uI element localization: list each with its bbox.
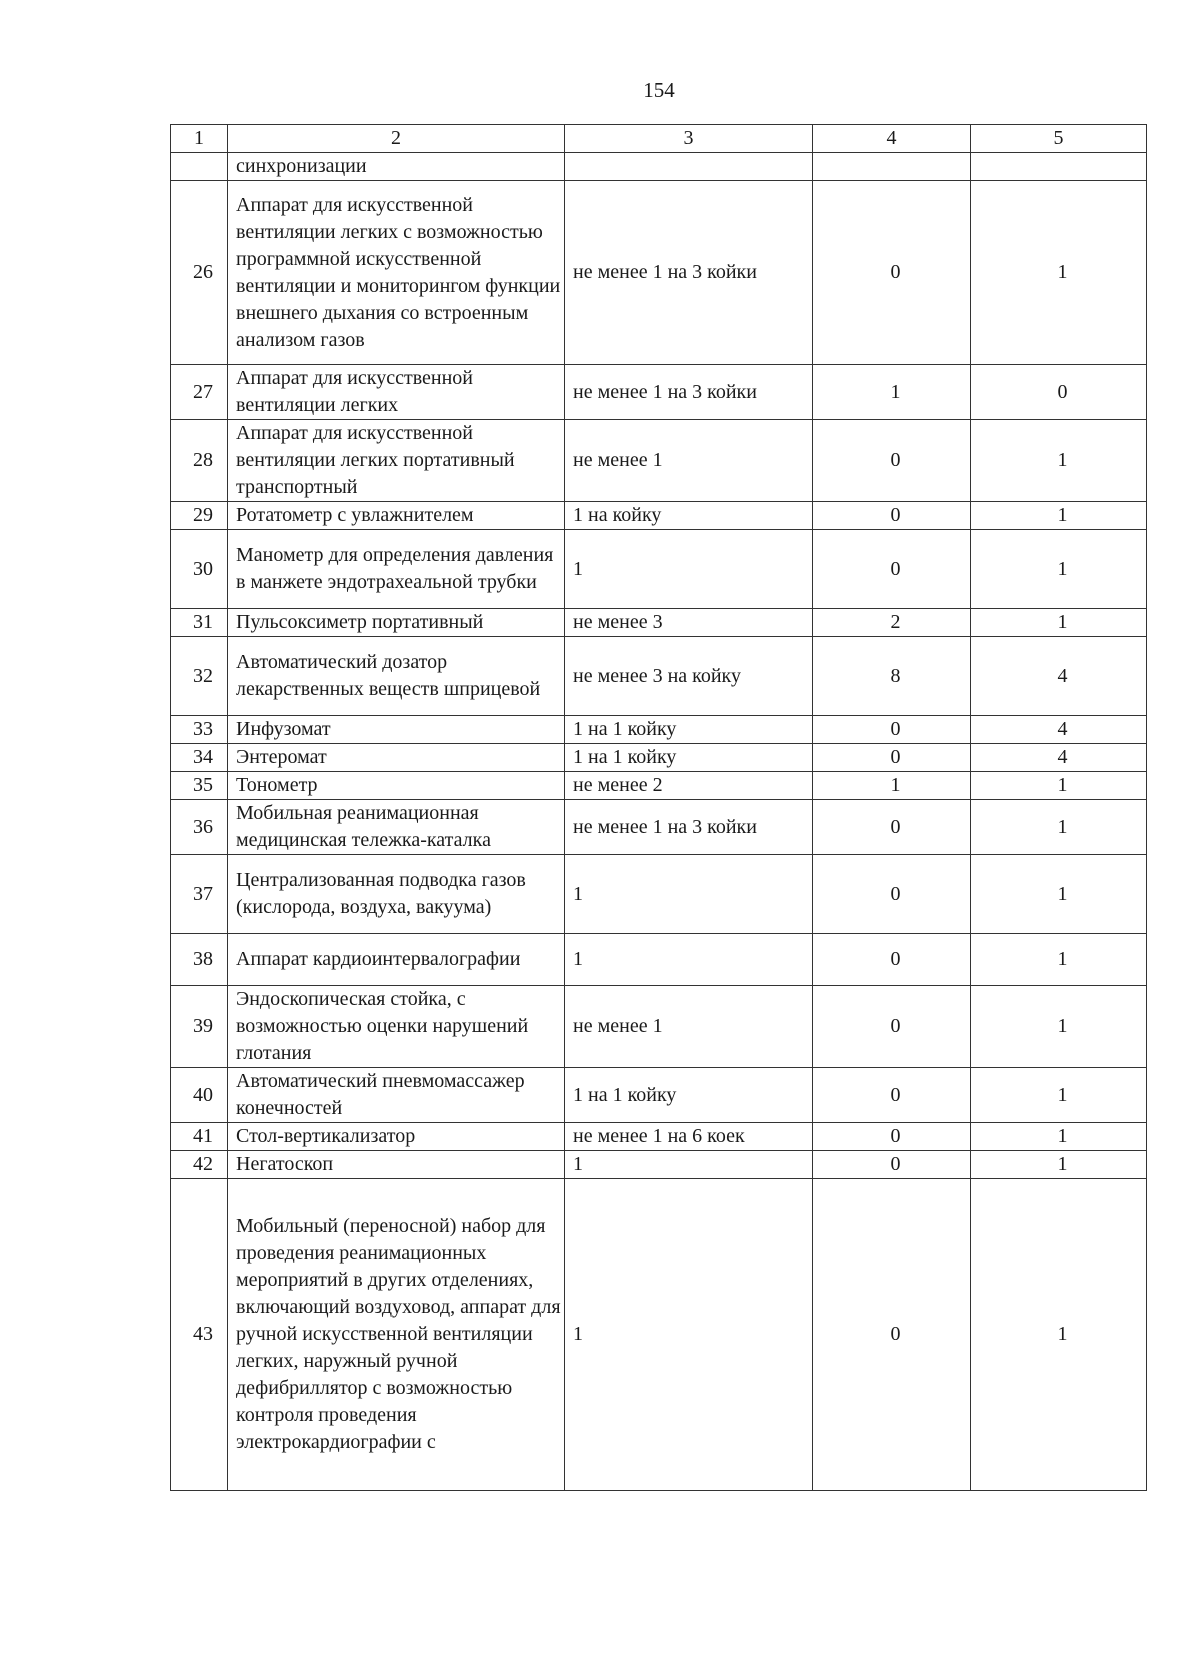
column-5-value: 4: [971, 744, 1147, 772]
column-5-value: 1: [971, 772, 1147, 800]
column-5-value: 1: [971, 1123, 1147, 1151]
table-row: [171, 716, 1147, 744]
row-number: 29: [171, 502, 228, 530]
row-number: 26: [171, 181, 228, 365]
table-row: [171, 153, 1147, 181]
column-4-value: 0: [813, 716, 971, 744]
column-5-value: 1: [971, 181, 1147, 365]
column-5-value: 4: [971, 637, 1147, 716]
row-number: 32: [171, 637, 228, 716]
table-row: [171, 502, 1147, 530]
equipment-name: Пульсоксиметр портативный: [228, 609, 565, 637]
equipment-name: Автоматический пневмомассажер конечностей: [228, 1068, 565, 1123]
quantity-requirement: 1 на 1 койку: [565, 716, 813, 744]
table-body: [171, 153, 1147, 1491]
quantity-requirement: 1: [565, 530, 813, 609]
column-4-value: 0: [813, 1068, 971, 1123]
column-5-value: 1: [971, 420, 1147, 502]
table-header-row: [171, 125, 1147, 153]
quantity-requirement: 1: [565, 934, 813, 986]
column-4-value: 0: [813, 502, 971, 530]
quantity-requirement: не менее 1 на 3 койки: [565, 181, 813, 365]
column-4-value: 0: [813, 420, 971, 502]
column-header-4: 4: [813, 125, 971, 153]
equipment-name: Тонометр: [228, 772, 565, 800]
quantity-requirement: 1: [565, 855, 813, 934]
table-row: [171, 1123, 1147, 1151]
table-row: [171, 744, 1147, 772]
quantity-requirement: 1 на 1 койку: [565, 744, 813, 772]
row-number: 37: [171, 855, 228, 934]
column-5-value: 1: [971, 986, 1147, 1068]
column-5-value: 1: [971, 934, 1147, 986]
equipment-name: Мобильный (переносной) набор для проведения реанимационных мероприятий в других отделениях, включающий воздуховод, аппарат для ручной искусственной вентиляции легких, наружный ручной дефибриллятор с возможностью контроля проведения электрокардиографии с: [228, 1179, 565, 1491]
quantity-requirement: не менее 1: [565, 986, 813, 1068]
row-number: 40: [171, 1068, 228, 1123]
equipment-name: Мобильная реанимационная медицинская тележка-каталка: [228, 800, 565, 855]
column-4-value: 0: [813, 1123, 971, 1151]
column-4-value: 0: [813, 181, 971, 365]
row-number: 43: [171, 1179, 228, 1491]
quantity-requirement: не менее 1 на 3 койки: [565, 800, 813, 855]
row-number: [171, 153, 228, 181]
quantity-requirement: не менее 1 на 3 койки: [565, 365, 813, 420]
quantity-requirement: 1: [565, 1179, 813, 1491]
table-row: [171, 1068, 1147, 1123]
quantity-requirement: не менее 2: [565, 772, 813, 800]
row-number: 35: [171, 772, 228, 800]
quantity-requirement: не менее 3: [565, 609, 813, 637]
column-5-value: 1: [971, 1068, 1147, 1123]
column-header-2: 2: [228, 125, 565, 153]
row-number: 30: [171, 530, 228, 609]
table-row: [171, 800, 1147, 855]
column-4-value: 8: [813, 637, 971, 716]
quantity-requirement: 1 на 1 койку: [565, 1068, 813, 1123]
table-row: [171, 855, 1147, 934]
table-row: [171, 934, 1147, 986]
row-number: 39: [171, 986, 228, 1068]
column-4-value: 2: [813, 609, 971, 637]
quantity-requirement: [565, 153, 813, 181]
table-row: [171, 420, 1147, 502]
row-number: 27: [171, 365, 228, 420]
table-row: [171, 637, 1147, 716]
column-4-value: 0: [813, 800, 971, 855]
table-row: [171, 181, 1147, 365]
column-5-value: 1: [971, 1179, 1147, 1491]
row-number: 41: [171, 1123, 228, 1151]
column-4-value: 1: [813, 772, 971, 800]
equipment-table: [170, 124, 1147, 1491]
equipment-name: Аппарат кардиоинтервалографии: [228, 934, 565, 986]
column-header-5: 5: [971, 125, 1147, 153]
equipment-name: Централизованная подводка газов (кислорода, воздуха, вакуума): [228, 855, 565, 934]
column-header-1: 1: [171, 125, 228, 153]
quantity-requirement: 1: [565, 1151, 813, 1179]
table-row: [171, 772, 1147, 800]
column-5-value: 1: [971, 530, 1147, 609]
row-number: 28: [171, 420, 228, 502]
row-number: 34: [171, 744, 228, 772]
row-number: 36: [171, 800, 228, 855]
row-number: 38: [171, 934, 228, 986]
column-5-value: 1: [971, 855, 1147, 934]
page-number: 154: [643, 78, 675, 102]
column-4-value: 0: [813, 1151, 971, 1179]
quantity-requirement: не менее 3 на койку: [565, 637, 813, 716]
equipment-name: Ротатометр с увлажнителем: [228, 502, 565, 530]
column-5-value: 1: [971, 609, 1147, 637]
column-4-value: 0: [813, 934, 971, 986]
column-4-value: 0: [813, 530, 971, 609]
quantity-requirement: не менее 1 на 6 коек: [565, 1123, 813, 1151]
equipment-name: Манометр для определения давления в манжете эндотрахеальной трубки: [228, 530, 565, 609]
table-row: [171, 609, 1147, 637]
table-row: [171, 530, 1147, 609]
row-number: 31: [171, 609, 228, 637]
table-row: [171, 365, 1147, 420]
column-header-3: 3: [565, 125, 813, 153]
column-4-value: 0: [813, 744, 971, 772]
column-4-value: [813, 153, 971, 181]
column-5-value: 4: [971, 716, 1147, 744]
equipment-name: Аппарат для искусственной вентиляции легких портативный транспортный: [228, 420, 565, 502]
column-4-value: 0: [813, 986, 971, 1068]
table-row: [171, 986, 1147, 1068]
quantity-requirement: 1 на койку: [565, 502, 813, 530]
equipment-name: Энтеромат: [228, 744, 565, 772]
equipment-name: Аппарат для искусственной вентиляции легких с возможностью программной искусственной вентиляции и мониторингом функции внешнего дыхания со встроенным анализом газов: [228, 181, 565, 365]
equipment-name: синхронизации: [228, 153, 565, 181]
column-5-value: 1: [971, 800, 1147, 855]
column-4-value: 0: [813, 855, 971, 934]
column-4-value: 0: [813, 1179, 971, 1491]
column-5-value: 1: [971, 1151, 1147, 1179]
equipment-name: Автоматический дозатор лекарственных веществ шприцевой: [228, 637, 565, 716]
row-number: 33: [171, 716, 228, 744]
equipment-name: Негатоскоп: [228, 1151, 565, 1179]
column-5-value: 0: [971, 365, 1147, 420]
equipment-name: Аппарат для искусственной вентиляции легких: [228, 365, 565, 420]
table-row: [171, 1151, 1147, 1179]
column-5-value: [971, 153, 1147, 181]
quantity-requirement: не менее 1: [565, 420, 813, 502]
row-number: 42: [171, 1151, 228, 1179]
equipment-name: Инфузомат: [228, 716, 565, 744]
equipment-name: Эндоскопическая стойка, с возможностью оценки нарушений глотания: [228, 986, 565, 1068]
column-4-value: 1: [813, 365, 971, 420]
table-row: [171, 1179, 1147, 1491]
column-5-value: 1: [971, 502, 1147, 530]
equipment-name: Стол-вертикализатор: [228, 1123, 565, 1151]
